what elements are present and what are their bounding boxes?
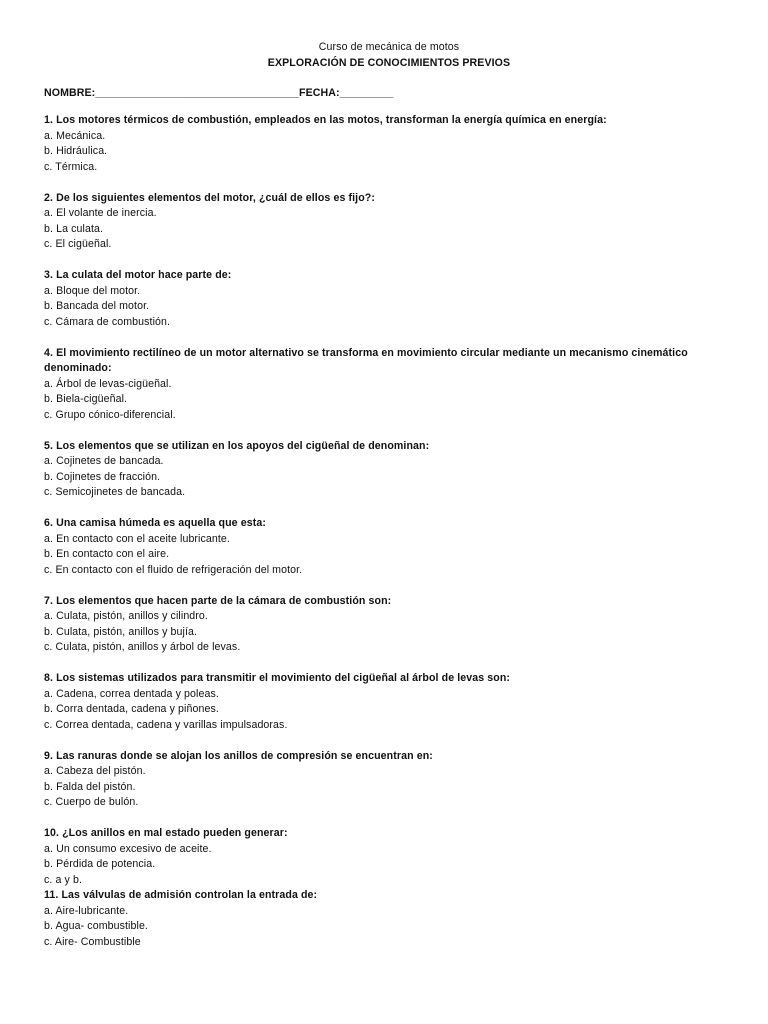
option-b: b. Cojinetes de fracción. xyxy=(44,470,161,483)
document-page xyxy=(44,40,734,966)
option-a: a. El volante de inercia. xyxy=(44,207,157,219)
option-b: b. Corra dentada, cadena y piñones. xyxy=(44,703,219,715)
question-text: 1. Los motores térmicos de combustión, empleados en las motos, transforman la energía química en energía: xyxy=(44,114,607,126)
question-text: 5. Los elementos que se utilizan en los apoyos del cigüeñal de denominan: xyxy=(44,439,430,452)
question-7 xyxy=(44,594,734,656)
option-b: b. Culata, pistón, anillos y bujía. xyxy=(44,625,198,638)
option-c: c. a y b. xyxy=(44,873,82,886)
question-9 xyxy=(44,749,734,811)
option-a: a. Cadena, correa dentada y poleas. xyxy=(44,687,219,700)
option-c: c. Cuerpo de bulón. xyxy=(44,796,139,808)
question-text: 3. La culata del motor hace parte de: xyxy=(44,269,232,281)
option-c: c. Aire- Combustible xyxy=(44,935,141,948)
option-c: c. Culata, pistón, anillos y árbol de levas. xyxy=(44,641,241,653)
course-title: Curso de mecánica de motos xyxy=(318,41,460,53)
question-text: 11. Las válvulas de admisión controlan la entrada de: xyxy=(44,889,318,901)
option-a: a. Bloque del motor. xyxy=(44,284,141,297)
question-text: 10. ¿Los anillos en mal estado pueden generar: xyxy=(44,827,288,839)
question-8 xyxy=(44,671,734,733)
option-c: c. Correa dentada, cadena y varillas impulsadoras. xyxy=(44,718,288,731)
question-1 xyxy=(44,113,734,175)
option-b: b. Hidráulica. xyxy=(44,145,108,157)
question-6 xyxy=(44,516,734,578)
question-text: 6. Una camisa húmeda es aquella que esta: xyxy=(44,517,266,529)
option-b: b. Pérdida de potencia. xyxy=(44,858,156,870)
question-4 xyxy=(44,346,734,424)
option-a: a. Un consumo excesivo de aceite. xyxy=(44,842,212,855)
option-b: b. La culata. xyxy=(44,222,104,235)
question-text: 8. Los sistemas utilizados para transmitir el movimiento del cigüeñal al árbol de levas son: xyxy=(44,672,511,684)
option-b: b. Biela-cigüeñal. xyxy=(44,393,128,405)
question-text: 4. El movimiento rectilíneo de un motor alternativo se transforma en movimiento circular mediante un mecanismo cinemático denominado: xyxy=(44,346,688,374)
question-5 xyxy=(44,439,734,501)
option-a: a. En contacto con el aceite lubricante. xyxy=(44,532,230,545)
option-b: b. Agua- combustible. xyxy=(44,920,148,932)
question-11 xyxy=(44,888,734,950)
option-a: a. Mecánica. xyxy=(44,129,106,142)
question-10 xyxy=(44,826,734,888)
option-c: c. Térmica. xyxy=(44,160,98,173)
question-text: 2. De los siguientes elementos del motor, ¿cuál de ellos es fijo?: xyxy=(44,191,375,204)
option-a: a. Aire-lubricante. xyxy=(44,904,129,917)
option-a: a. Culata, pistón, anillos y cilindro. xyxy=(44,610,208,622)
option-a: a. Árbol de levas-cigüeñal. xyxy=(44,377,172,390)
name-date-field: NOMBRE:__________________________________FECHA:_________ xyxy=(44,87,394,99)
option-a: a. Cabeza del pistón. xyxy=(44,765,146,777)
option-c: c. Cámara de combustión. xyxy=(44,315,171,328)
option-b: b. En contacto con el aire. xyxy=(44,548,170,560)
exam-subtitle: EXPLORACIÓN DE CONOCIMIENTOS PREVIOS xyxy=(267,56,511,69)
question-text: 7. Los elementos que hacen parte de la cámara de combustión son: xyxy=(44,594,392,607)
option-a: a. Cojinetes de bancada. xyxy=(44,455,164,467)
option-b: b. Bancada del motor. xyxy=(44,300,150,312)
option-c: c. Grupo cónico-diferencial. xyxy=(44,408,176,421)
option-c: c. El cigüeñal. xyxy=(44,238,112,250)
question-text: 9. Las ranuras donde se alojan los anillos de compresión se encuentran en: xyxy=(44,749,433,762)
question-3 xyxy=(44,268,734,330)
question-2 xyxy=(44,191,734,253)
option-c: c. Semicojinetes de bancada. xyxy=(44,486,186,498)
option-c: c. En contacto con el fluido de refrigeración del motor. xyxy=(44,563,303,576)
option-b: b. Falda del pistón. xyxy=(44,780,136,793)
